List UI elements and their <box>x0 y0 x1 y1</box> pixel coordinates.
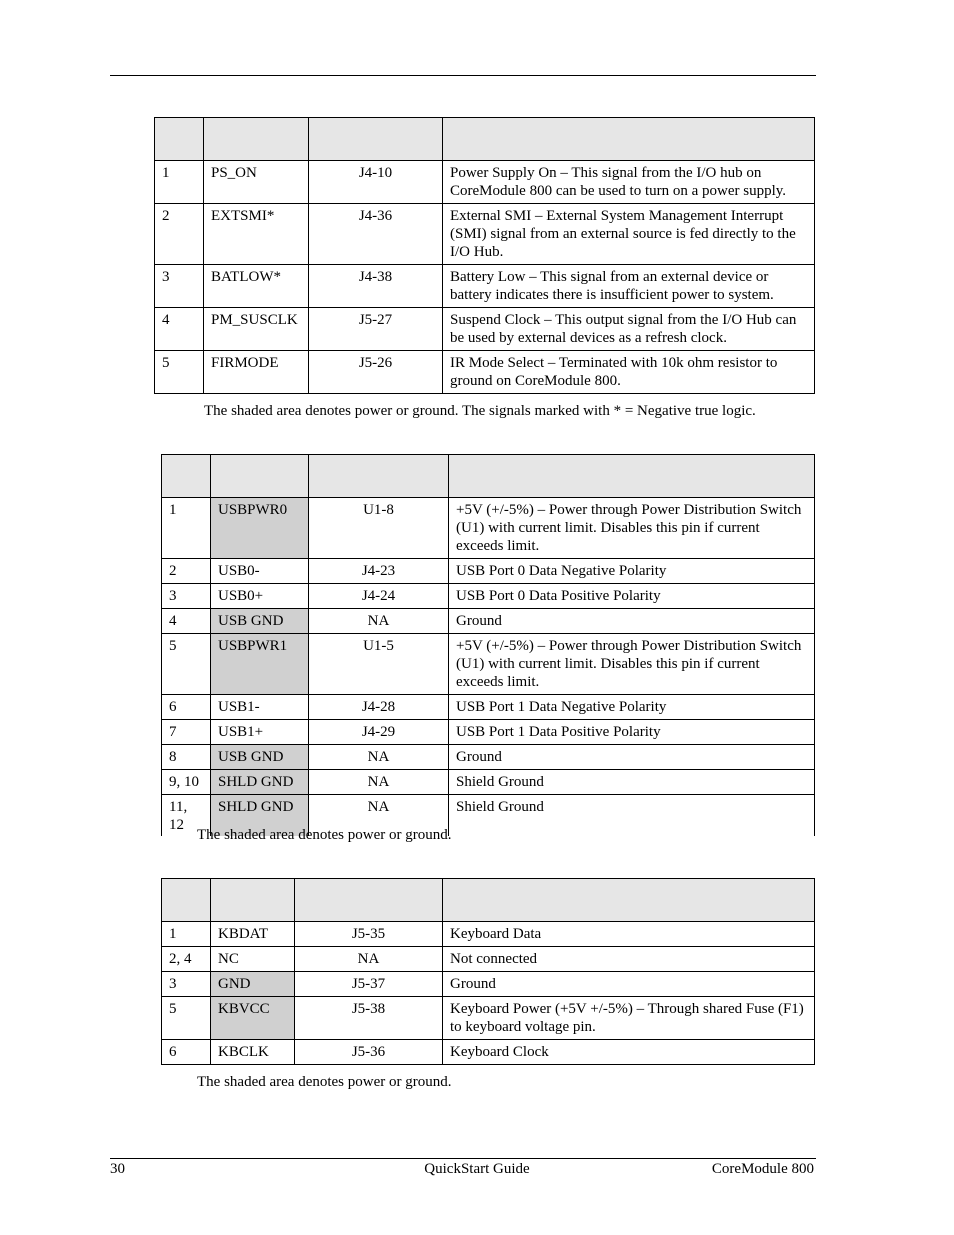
table-row <box>162 1040 815 1065</box>
table-row <box>162 947 815 972</box>
connector-cell: NA <box>309 609 449 634</box>
pin-cell: 5 <box>155 351 204 394</box>
description-cell: USB Port 1 Data Negative Polarity <box>449 695 815 720</box>
description-cell: Keyboard Data <box>443 922 815 947</box>
connector-cell: J4-23 <box>309 559 449 584</box>
table-row <box>162 922 815 947</box>
description-cell: Keyboard Clock <box>443 1040 815 1065</box>
signal-cell: USB1+ <box>211 720 309 745</box>
description-cell: Power Supply On – This signal from the I/O hub on CoreModule 800 can be used to turn on a power supply. <box>443 161 815 204</box>
signal-cell: PS_ON <box>204 161 309 204</box>
description-cell: Suspend Clock – This output signal from the I/O Hub can be used by external devices as a refresh clock. <box>443 308 815 351</box>
pin-cell: 6 <box>162 695 211 720</box>
connector-cell: J4-28 <box>309 695 449 720</box>
pin-cell: 9, 10 <box>162 770 211 795</box>
connector-cell: J5-38 <box>295 997 443 1040</box>
pin-cell: 7 <box>162 720 211 745</box>
pin-cell: 2, 4 <box>162 947 211 972</box>
pin-cell: 5 <box>162 997 211 1040</box>
connector-cell: U1-5 <box>309 634 449 695</box>
signal-cell: KBCLK <box>211 1040 295 1065</box>
signal-cell: BATLOW* <box>204 265 309 308</box>
connector-cell: J4-36 <box>309 204 443 265</box>
pin-cell: 8 <box>162 745 211 770</box>
footer-rule <box>110 1158 816 1159</box>
description-cell: Ground <box>443 972 815 997</box>
connector-cell: J5-36 <box>295 1040 443 1065</box>
description-cell: +5V (+/-5%) – Power through Power Distribution Switch (U1) with current limit. Disables this pin if current exceeds limit. <box>449 498 815 559</box>
signal-cell: PM_SUSCLK <box>204 308 309 351</box>
table-row <box>155 161 815 204</box>
connector-cell: J5-27 <box>309 308 443 351</box>
signal-cell: GND <box>211 972 295 997</box>
table-row <box>155 204 815 265</box>
table-row <box>155 351 815 394</box>
description-cell: Shield Ground <box>449 795 815 837</box>
description-cell: +5V (+/-5%) – Power through Power Distribution Switch (U1) with current limit. Disables this pin if current exceeds limit. <box>449 634 815 695</box>
page-number: 30 <box>110 1161 125 1177</box>
pin-cell: 1 <box>162 498 211 559</box>
signal-cell: USB0+ <box>211 584 309 609</box>
connector-cell: J5-37 <box>295 972 443 997</box>
pin-cell: 3 <box>155 265 204 308</box>
table-header-row <box>155 118 815 161</box>
connector-cell: NA <box>309 745 449 770</box>
pin-cell: 11, 12 <box>162 795 211 837</box>
table-header-row <box>162 455 815 498</box>
table3-note: The shaded area denotes power or ground. <box>197 1074 452 1090</box>
table-row <box>162 745 815 770</box>
description-cell: Ground <box>449 745 815 770</box>
description-cell: Ground <box>449 609 815 634</box>
table-row <box>162 584 815 609</box>
pin-cell: 2 <box>155 204 204 265</box>
signal-cell: SHLD GND <box>211 770 309 795</box>
signal-cell: NC <box>211 947 295 972</box>
pin-cell: 3 <box>162 584 211 609</box>
table-row <box>162 498 815 559</box>
keyboard-table <box>161 878 815 1065</box>
table-row <box>162 559 815 584</box>
pin-cell: 1 <box>162 922 211 947</box>
header-rule <box>110 75 816 76</box>
signal-cell: FIRMODE <box>204 351 309 394</box>
signal-cell: USB1- <box>211 695 309 720</box>
connector-cell: U1-8 <box>309 498 449 559</box>
table1-note: The shaded area denotes power or ground. The signals marked with * = Negative true logic. <box>204 403 756 419</box>
signal-cell: USBPWR1 <box>211 634 309 695</box>
pin-cell: 2 <box>162 559 211 584</box>
description-cell: External SMI – External System Management Interrupt (SMI) signal from an external source is fed directly to the I/O Hub. <box>443 204 815 265</box>
signal-cell: USB GND <box>211 745 309 770</box>
table-row <box>162 720 815 745</box>
table-row <box>162 972 815 997</box>
pin-cell: 1 <box>155 161 204 204</box>
connector-cell: J4-38 <box>309 265 443 308</box>
description-cell: Not connected <box>443 947 815 972</box>
description-cell: USB Port 0 Data Negative Polarity <box>449 559 815 584</box>
table-row <box>162 609 815 634</box>
usb-table <box>161 454 815 836</box>
signal-cell: SHLD GND <box>211 795 309 837</box>
connector-cell: J4-29 <box>309 720 449 745</box>
description-cell: Battery Low – This signal from an external device or battery indicates there is insufficient power to system. <box>443 265 815 308</box>
table-row <box>162 770 815 795</box>
table-header-row <box>162 879 815 922</box>
signal-cell: USB0- <box>211 559 309 584</box>
description-cell: IR Mode Select – Terminated with 10k ohm resistor to ground on CoreModule 800. <box>443 351 815 394</box>
pin-cell: 5 <box>162 634 211 695</box>
description-cell: Shield Ground <box>449 770 815 795</box>
description-cell: USB Port 0 Data Positive Polarity <box>449 584 815 609</box>
signal-cell: USB GND <box>211 609 309 634</box>
connector-cell: NA <box>295 947 443 972</box>
connector-cell: NA <box>309 795 449 837</box>
connector-cell: J5-35 <box>295 922 443 947</box>
connector-cell: J5-26 <box>309 351 443 394</box>
connector-cell: J4-24 <box>309 584 449 609</box>
table-row <box>155 265 815 308</box>
pin-cell: 6 <box>162 1040 211 1065</box>
signal-cell: USBPWR0 <box>211 498 309 559</box>
footer-title: QuickStart Guide <box>424 1161 530 1177</box>
power-management-table <box>154 117 815 394</box>
pin-cell: 4 <box>155 308 204 351</box>
table2-note: The shaded area denotes power or ground. <box>197 827 452 843</box>
signal-cell: KBDAT <box>211 922 295 947</box>
table-row <box>162 634 815 695</box>
pin-cell: 4 <box>162 609 211 634</box>
signal-cell: EXTSMI* <box>204 204 309 265</box>
connector-cell: J4-10 <box>309 161 443 204</box>
description-cell: USB Port 1 Data Positive Polarity <box>449 720 815 745</box>
table-row <box>162 695 815 720</box>
footer-product: CoreModule 800 <box>711 1161 814 1177</box>
table-row <box>155 308 815 351</box>
table-row <box>162 997 815 1040</box>
description-cell: Keyboard Power (+5V +/-5%) – Through shared Fuse (F1) to keyboard voltage pin. <box>443 997 815 1040</box>
signal-cell: KBVCC <box>211 997 295 1040</box>
connector-cell: NA <box>309 770 449 795</box>
pin-cell: 3 <box>162 972 211 997</box>
